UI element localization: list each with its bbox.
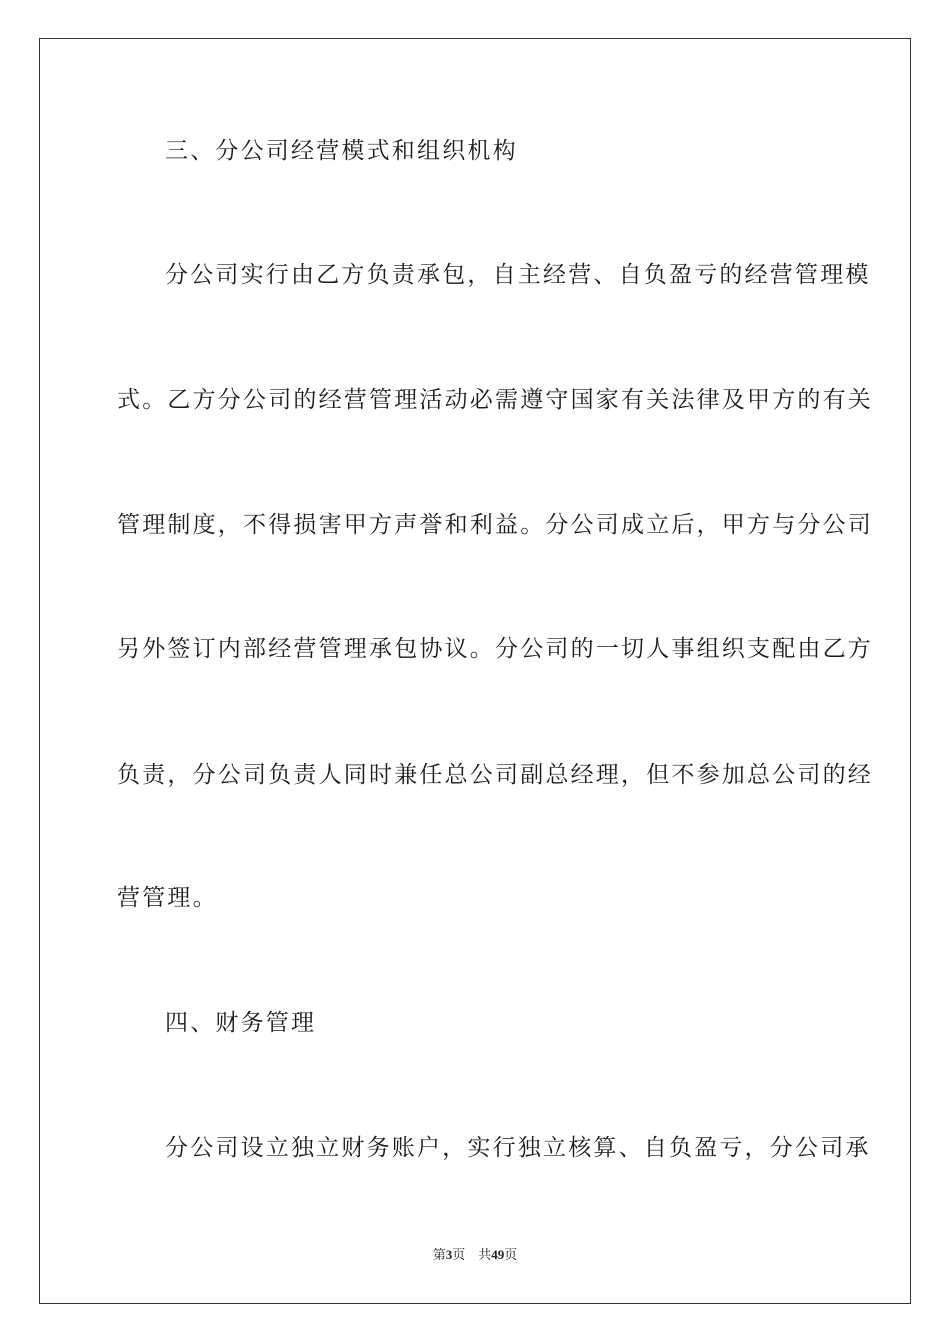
total-pages: 49: [491, 1247, 505, 1262]
section-heading-4: 四、财务管理: [165, 1010, 317, 1036]
page-suffix: 页: [452, 1247, 466, 1262]
total-prefix: 共: [478, 1247, 492, 1262]
page-prefix: 第: [432, 1247, 446, 1262]
page-number: 3: [445, 1247, 453, 1262]
total-suffix: 页: [504, 1247, 518, 1262]
paragraph-line: 另外签订内部经营管理承包协议。分公司的一切人事组织支配由乙方: [117, 636, 873, 662]
section-heading-3: 三、分公司经营模式和组织机构: [165, 138, 518, 164]
page-footer: [0, 1247, 950, 1263]
paragraph-line: 分公司设立独立财务账户，实行独立核算、自负盈亏，分公司承: [165, 1135, 871, 1161]
paragraph-line: 管理制度，不得损害甲方声誉和利益。分公司成立后，甲方与分公司: [117, 512, 873, 538]
paragraph-line: 负责，分公司负责人同时兼任总公司副总经理，但不参加总公司的经: [117, 762, 873, 788]
paragraph-line: 营管理。: [117, 885, 218, 911]
paragraph-line: 分公司实行由乙方负责承包，自主经营、自负盈亏的经营管理模: [165, 262, 871, 288]
paragraph-line: 式。乙方分公司的经营管理活动必需遵守国家有关法律及甲方的有关: [117, 387, 873, 413]
page-border: [39, 38, 911, 1304]
